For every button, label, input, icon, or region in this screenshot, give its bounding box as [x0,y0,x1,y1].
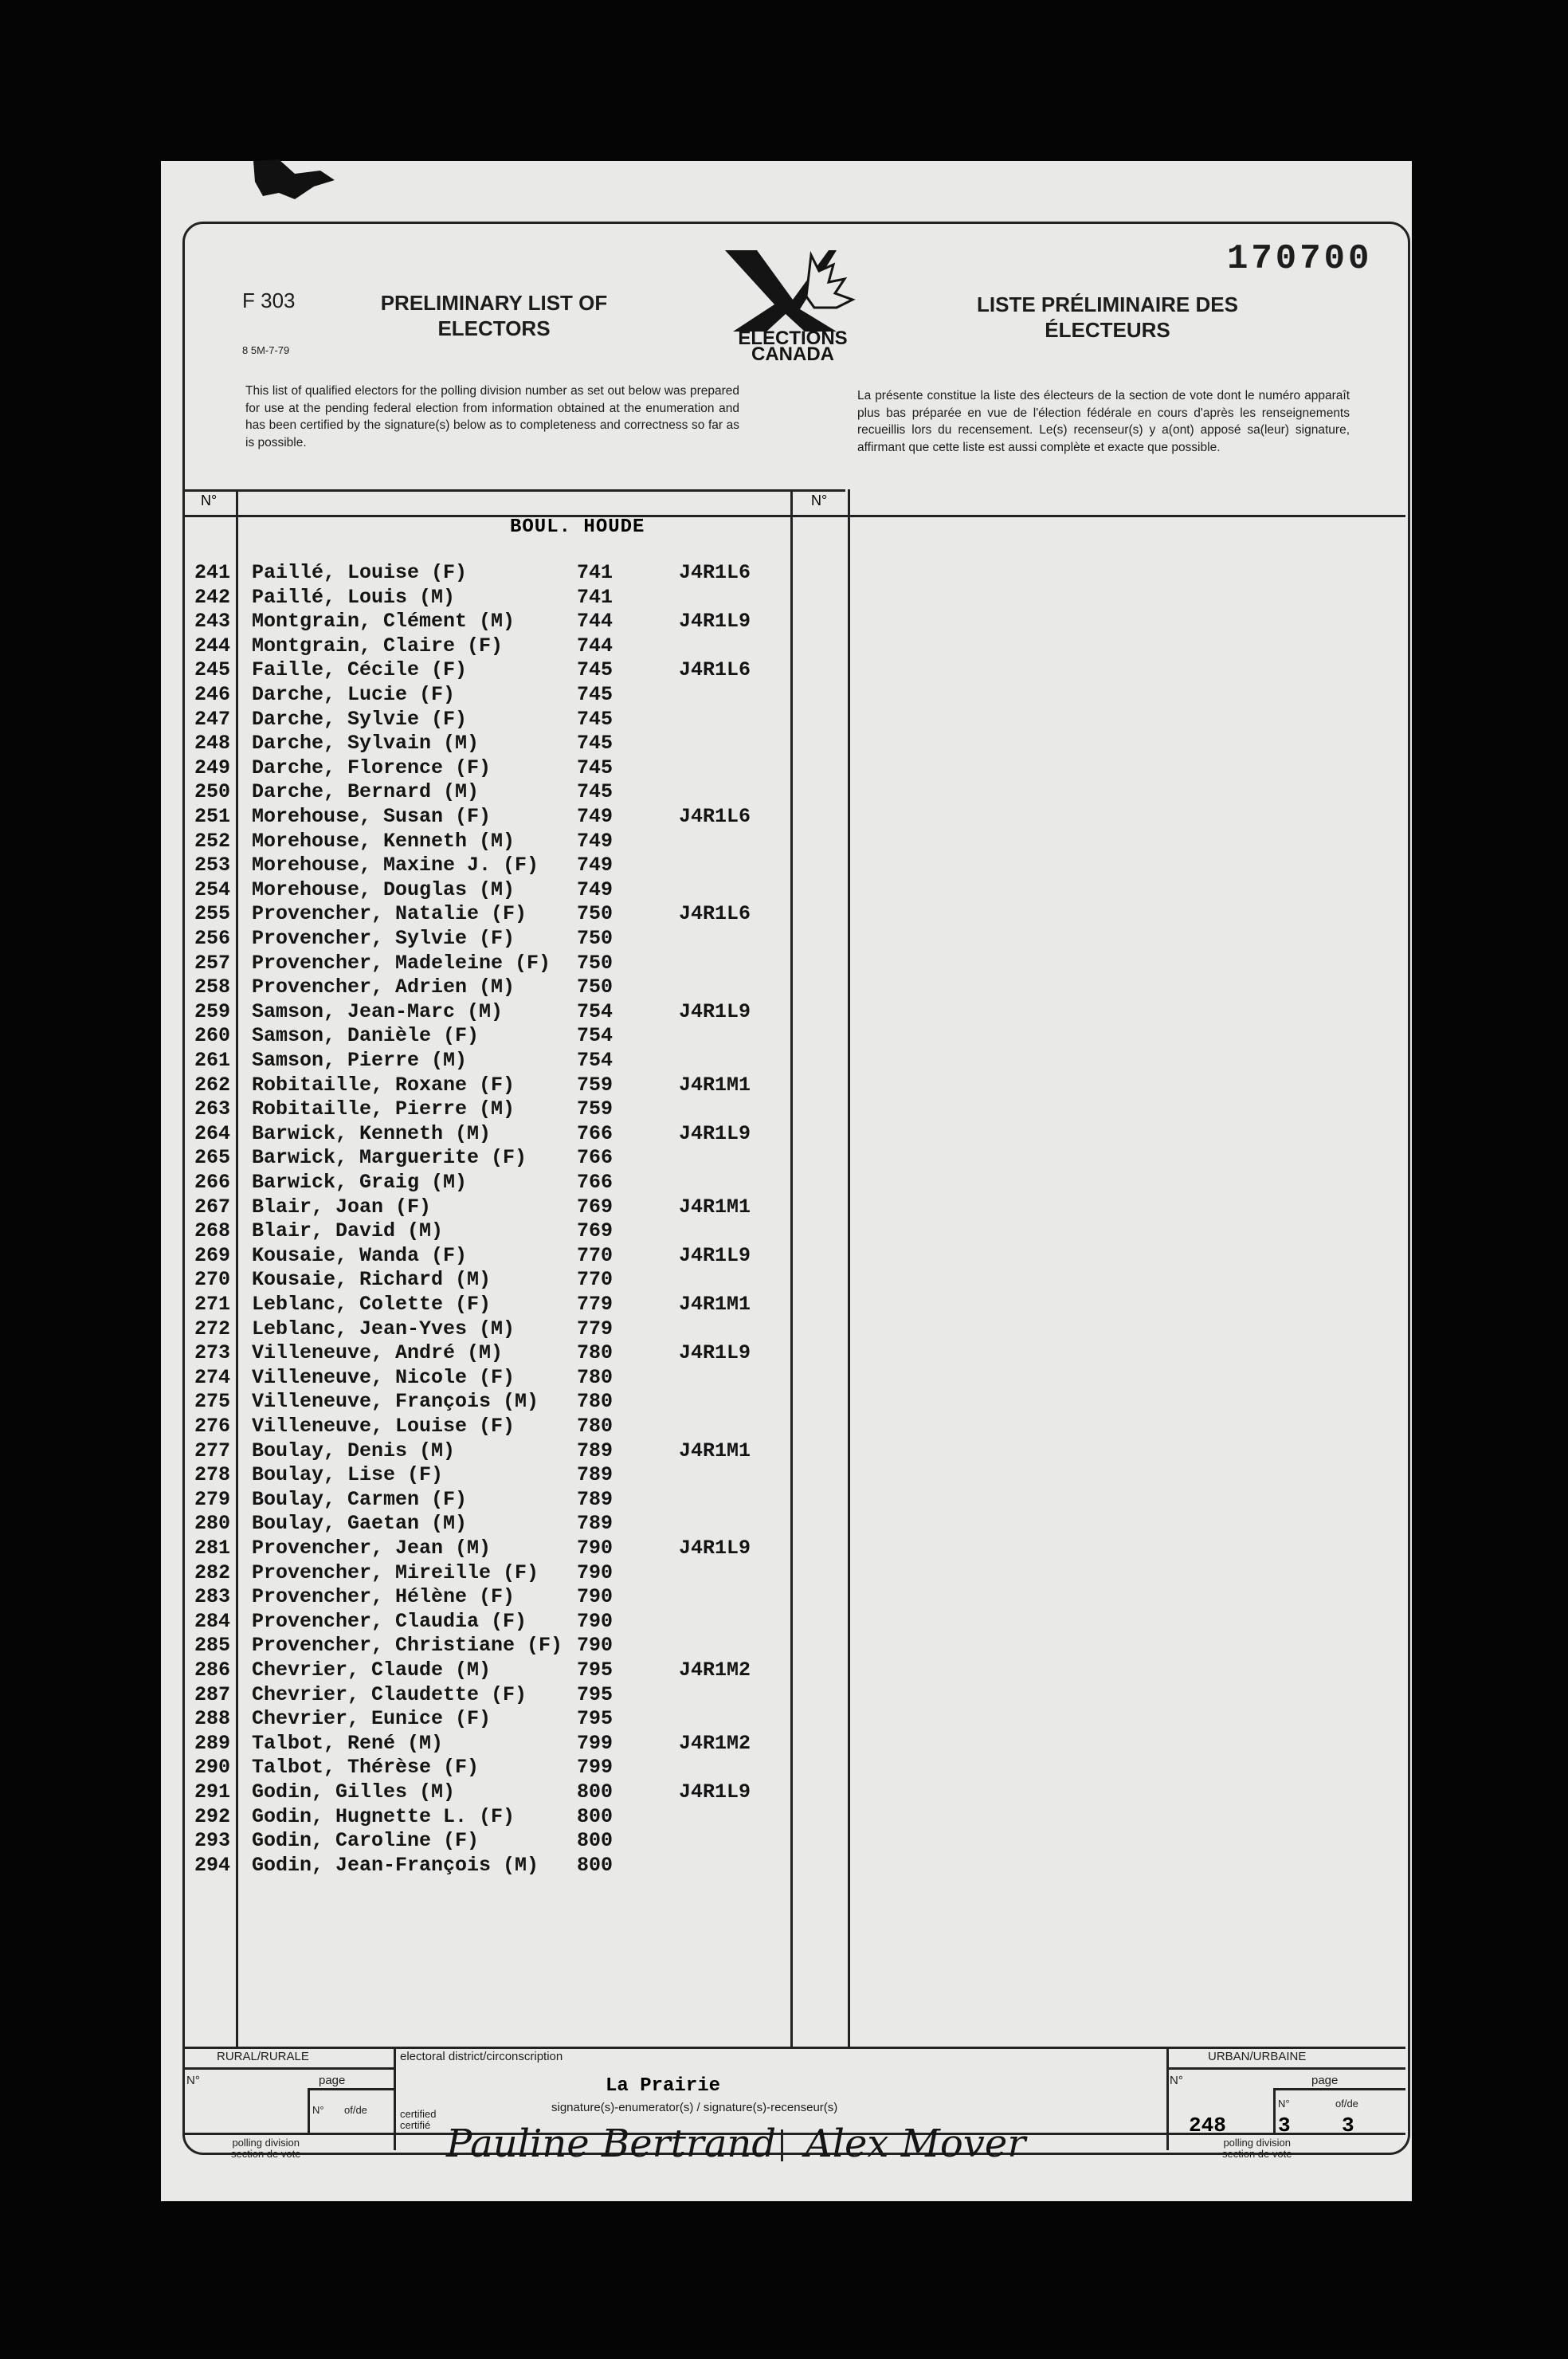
col-no-right: N° [811,493,828,508]
elector-address: 769 [577,1219,613,1243]
elector-number: 258 [194,975,231,999]
elector-address: 780 [577,1365,613,1389]
elector-address: 790 [577,1609,613,1633]
elector-postal-code: J4R1L9 [679,1780,751,1804]
elector-number: 247 [194,707,231,731]
elector-name: Provencher, Christiane (F) [252,1634,563,1658]
elector-name: Boulay, Carmen (F) [252,1487,468,1511]
urban-page-label: page [1311,2074,1339,2087]
elector-number: 288 [194,1707,231,1731]
elector-address: 790 [577,1585,613,1609]
signature-label: signature(s)-enumerator(s) / signature(s)-recenseur(s) [551,2101,838,2114]
elector-address: 741 [577,561,613,584]
elector-number: 262 [194,1073,231,1097]
elector-address: 754 [577,1024,613,1048]
elector-postal-code: J4R1L9 [679,999,751,1023]
title-english: PRELIMINARY LIST OF ELECTORS [380,291,608,340]
footer-urban-page-divider [1273,2088,1276,2133]
elector-number: 277 [194,1439,231,1462]
elector-address: 759 [577,1097,613,1121]
form-number: F 303 [242,288,296,312]
elector-number: 265 [194,1146,231,1170]
elector-number: 290 [194,1756,231,1780]
elector-number: 250 [194,780,231,804]
elector-number: 278 [194,1463,231,1487]
footer-urban-line [1166,2067,1405,2070]
elector-postal-code: J4R1M2 [679,1658,751,1682]
elector-name: Samson, Jean-Marc (M) [252,999,504,1023]
elector-number: 257 [194,951,231,975]
elector-name: Provencher, Mireille (F) [252,1560,539,1584]
signature-1: Pauline Bertrand [446,2122,777,2166]
elector-number: 285 [194,1634,231,1658]
elector-name: Montgrain, Claire (F) [252,634,504,657]
elector-number: 248 [194,732,231,756]
serial-number: 170700 [1227,239,1373,279]
elector-name: Paillé, Louis (M) [252,585,456,609]
elector-number: 273 [194,1341,231,1365]
title-french: LISTE PRÉLIMINAIRE DES ÉLECTEURS [977,292,1238,342]
logo-text-canada: CANADA [751,343,834,363]
elector-number: 274 [194,1365,231,1389]
footer-page-line [308,2088,395,2090]
intro-english: This list of qualified electors for the polling division number as set out below was prepared for use at the pending federal election from information obtained at the enumeration and has been certified by the signature(s) below as to completeness and correctness so far as is possible. [245,384,739,449]
elector-address: 789 [577,1439,613,1462]
elector-address: 800 [577,1780,613,1804]
elector-postal-code: J4R1L6 [679,902,751,926]
elector-number: 267 [194,1195,231,1219]
rural-label: RURAL/RURALE [217,2050,309,2063]
elector-number: 286 [194,1658,231,1682]
logo-text-elections: ELECTIONS [738,328,848,349]
elector-address: 770 [577,1243,613,1267]
elector-address: 759 [577,1073,613,1097]
elector-address: 795 [577,1658,613,1682]
elector-number: 241 [194,561,231,584]
elector-name: Darche, Sylvain (M) [252,732,480,756]
torn-corner-mark [247,158,343,206]
elector-number: 293 [194,1829,231,1853]
elector-name: Paillé, Louise (F) [252,561,468,584]
elector-name: Chevrier, Claude (M) [252,1658,492,1682]
elector-number: 242 [194,585,231,609]
elector-address: 800 [577,1804,613,1828]
elector-name: Provencher, Claudia (F) [252,1609,527,1633]
table-top-line [182,489,845,492]
table-header-line [182,515,1405,517]
elector-postal-code: J4R1L9 [679,610,751,634]
elector-number: 270 [194,1268,231,1292]
elector-address: 750 [577,975,613,999]
street-name: BOUL. HOUDE [510,516,645,538]
elector-name: Blair, Joan (F) [252,1195,432,1219]
signature-2: Alex Mover [805,2122,1026,2166]
elector-number: 246 [194,683,231,706]
elector-address: 766 [577,1171,613,1194]
col-divider-mid [790,489,793,2048]
elector-number: 264 [194,1121,231,1145]
elector-number: 244 [194,634,231,657]
elector-address: 789 [577,1512,613,1536]
elector-address: 769 [577,1195,613,1219]
elector-address: 744 [577,610,613,634]
elector-name: Darche, Bernard (M) [252,780,480,804]
footer-page-divider [308,2088,310,2133]
elector-name: Robitaille, Pierre (M) [252,1097,515,1121]
elector-name: Barwick, Graig (M) [252,1171,468,1194]
district-value: La Prairie [606,2075,721,2097]
elector-address: 799 [577,1756,613,1780]
elector-name: Boulay, Denis (M) [252,1439,456,1462]
elector-name: Godin, Gilles (M) [252,1780,456,1804]
elector-name: Godin, Hugnette L. (F) [252,1804,515,1828]
polling-division-en: polling division [232,2137,300,2149]
elector-name: Barwick, Kenneth (M) [252,1121,492,1145]
elector-address: 745 [577,658,613,682]
elector-name: Darche, Lucie (F) [252,683,456,706]
elector-postal-code: J4R1L9 [679,1243,751,1267]
urban-page-no-label: N° [1278,2098,1290,2110]
elector-number: 249 [194,756,231,779]
elector-number: 281 [194,1537,231,1560]
elector-address: 800 [577,1853,613,1877]
elector-number: 269 [194,1243,231,1267]
elector-number: 268 [194,1219,231,1243]
signature-separator [781,2129,783,2161]
elector-postal-code: J4R1L9 [679,1537,751,1560]
elector-address: 789 [577,1463,613,1487]
elector-address: 745 [577,707,613,731]
elector-address: 745 [577,756,613,779]
elector-address: 780 [577,1341,613,1365]
elector-number: 271 [194,1293,231,1316]
elector-postal-code: J4R1L6 [679,561,751,584]
elector-name: Leblanc, Colette (F) [252,1293,492,1316]
elector-address: 780 [577,1415,613,1438]
elector-address: 750 [577,951,613,975]
footer-top-line [182,2047,1405,2049]
footer-divider-right [1166,2047,1169,2150]
elector-number: 252 [194,829,231,853]
elector-name: Chevrier, Eunice (F) [252,1707,492,1731]
elector-number: 254 [194,877,231,901]
elector-number: 289 [194,1731,231,1755]
elections-canada-logo [717,244,868,363]
elector-address: 749 [577,854,613,877]
elector-number: 276 [194,1415,231,1438]
polling-division-fr: section de vote [231,2148,301,2160]
elector-name: Provencher, Sylvie (F) [252,927,515,950]
elector-address: 779 [577,1293,613,1316]
urban-label: URBAN/URBAINE [1208,2050,1307,2063]
elector-name: Darche, Florence (F) [252,756,492,779]
elector-number: 287 [194,1682,231,1706]
elector-name: Faille, Cécile (F) [252,658,468,682]
elector-name: Villeneuve, Louise (F) [252,1415,515,1438]
elector-name: Talbot, Thérèse (F) [252,1756,480,1780]
elector-number: 275 [194,1390,231,1414]
elector-address: 795 [577,1707,613,1731]
certified-fr: certifié [400,2119,431,2131]
elector-number: 294 [194,1853,231,1877]
elector-number: 280 [194,1512,231,1536]
elector-number: 283 [194,1585,231,1609]
footer-rural-line [182,2067,394,2070]
elector-number: 272 [194,1317,231,1340]
elector-name: Boulay, Gaetan (M) [252,1512,468,1536]
elector-postal-code: J4R1L6 [679,658,751,682]
elector-address: 745 [577,683,613,706]
elector-address: 779 [577,1317,613,1340]
elector-address: 790 [577,1537,613,1560]
footer-divider-left [394,2047,396,2150]
elector-number: 292 [194,1804,231,1828]
urban-polling-division-label [1222,2137,1292,2160]
elector-number: 245 [194,658,231,682]
elector-name: Villeneuve, François (M) [252,1390,539,1414]
elector-name: Montgrain, Clément (M) [252,610,515,634]
elector-postal-code: J4R1L6 [679,805,751,828]
urban-of-label: of/de [1335,2098,1358,2110]
elector-postal-code: J4R1M1 [679,1073,751,1097]
elector-address: 795 [577,1682,613,1706]
elector-name: Provencher, Hélène (F) [252,1585,515,1609]
elector-address: 770 [577,1268,613,1292]
rural-polling-division-label [231,2137,300,2160]
elector-postal-code: J4R1M1 [679,1439,751,1462]
elector-postal-code: J4R1L9 [679,1121,751,1145]
elector-name: Boulay, Lise (F) [252,1463,444,1487]
elector-number: 291 [194,1780,231,1804]
elector-address: 749 [577,877,613,901]
elector-address: 745 [577,732,613,756]
elector-name: Morehouse, Susan (F) [252,805,492,828]
elector-name: Samson, Pierre (M) [252,1049,468,1072]
page-of: 3 [1342,2114,1354,2137]
elector-name: Leblanc, Jean-Yves (M) [252,1317,515,1340]
elector-address: 754 [577,999,613,1023]
urban-no-label: N° [1170,2074,1183,2087]
elector-address: 750 [577,927,613,950]
elector-name: Kousaie, Richard (M) [252,1268,492,1292]
elector-address: 766 [577,1146,613,1170]
elector-number: 284 [194,1609,231,1633]
footer-urban-page-line [1273,2088,1405,2090]
rural-page-label: page [319,2074,346,2087]
elector-address: 766 [577,1121,613,1145]
elector-name: Provencher, Adrien (M) [252,975,515,999]
elector-number: 261 [194,1049,231,1072]
elector-address: 750 [577,902,613,926]
elector-address: 744 [577,634,613,657]
elector-number: 260 [194,1024,231,1048]
elector-postal-code: J4R1M1 [679,1195,751,1219]
print-code: 8 5M-7-79 [242,344,290,356]
elector-address: 790 [577,1634,613,1658]
elector-name: Morehouse, Maxine J. (F) [252,854,539,877]
elector-number: 279 [194,1487,231,1511]
elector-number: 253 [194,854,231,877]
elector-number: 243 [194,610,231,634]
elector-address: 754 [577,1049,613,1072]
elector-number: 282 [194,1560,231,1584]
elector-address: 780 [577,1390,613,1414]
elector-name: Blair, David (M) [252,1219,444,1243]
certified-en: certified [400,2108,437,2120]
elector-number: 255 [194,902,231,926]
elector-number: 251 [194,805,231,828]
elector-name: Chevrier, Claudette (F) [252,1682,527,1706]
elector-number: 256 [194,927,231,950]
urban-polling-division-fr: section de vote [1222,2148,1292,2160]
page-number: 3 [1278,2114,1291,2137]
elector-name: Kousaie, Wanda (F) [252,1243,468,1267]
rural-no-label: N° [186,2074,200,2087]
elector-postal-code: J4R1L9 [679,1341,751,1365]
elector-name: Morehouse, Douglas (M) [252,877,515,901]
col-no-left: N° [201,493,218,508]
elector-name: Villeneuve, André (M) [252,1341,504,1365]
elector-number: 263 [194,1097,231,1121]
elector-address: 799 [577,1731,613,1755]
urban-polling-division-en: polling division [1223,2137,1291,2149]
elector-address: 789 [577,1487,613,1511]
elector-name: Robitaille, Roxane (F) [252,1073,515,1097]
polling-division-number: 248 [1189,2114,1226,2137]
elector-name: Barwick, Marguerite (F) [252,1146,527,1170]
elector-name: Godin, Caroline (F) [252,1829,480,1853]
elector-address: 749 [577,805,613,828]
certified-label [400,2109,437,2131]
elector-name: Talbot, René (M) [252,1731,444,1755]
elector-postal-code: J4R1M2 [679,1731,751,1755]
elector-address: 745 [577,780,613,804]
rural-of-label: of/de [344,2104,367,2116]
elector-postal-code: J4R1M1 [679,1293,751,1316]
elector-name: Provencher, Jean (M) [252,1537,492,1560]
elector-name: Samson, Danièle (F) [252,1024,480,1048]
elector-name: Provencher, Madeleine (F) [252,951,551,975]
col-divider-right [848,489,850,2048]
elector-address: 749 [577,829,613,853]
elector-name: Darche, Sylvie (F) [252,707,468,731]
rural-page-no-label: N° [312,2104,324,2116]
elector-name: Provencher, Natalie (F) [252,902,527,926]
district-label: electoral district/circonscription [400,2050,563,2063]
elector-name: Villeneuve, Nicole (F) [252,1365,515,1389]
elector-name: Godin, Jean-François (M) [252,1853,539,1877]
elector-number: 266 [194,1171,231,1194]
elector-address: 800 [577,1829,613,1853]
elector-address: 790 [577,1560,613,1584]
elector-number: 259 [194,999,231,1023]
elector-name: Morehouse, Kenneth (M) [252,829,515,853]
intro-french: La présente constitue la liste des électeurs de la section de vote dont le numéro apparaît plus bas préparée en vue de l'élection fédérale en cours d'après les renseignements recueillis lors du recensement. Le(s) recenseur(s) y a(ont) apposé sa(leur) signature, affirmant que cette liste est aussi complète et exacte que possible. [857,389,1350,454]
elector-address: 741 [577,585,613,609]
